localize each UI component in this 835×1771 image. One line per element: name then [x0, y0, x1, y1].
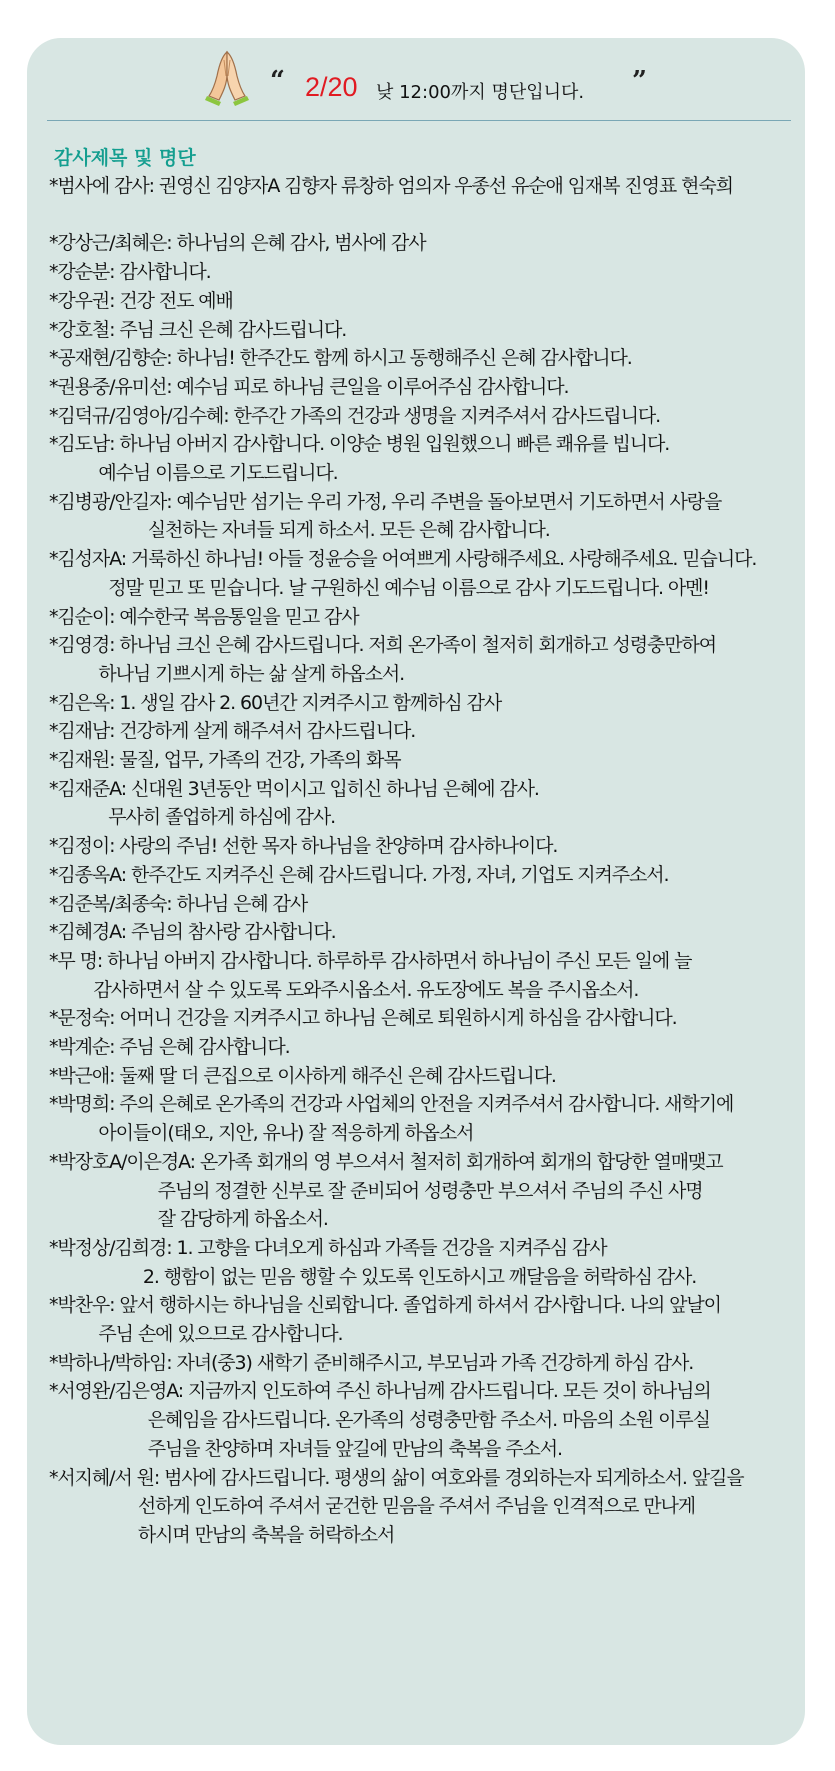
prayer-line: *김도남: 하나님 아버지 감사합니다. 이양순 병원 입원했으니 빠른 쾌유를 빕니다. [49, 433, 670, 456]
prayer-line: 정말 믿고 또 믿습니다. 날 구원하신 예수님 이름으로 감사 기도드립니다. 아멘! [49, 576, 709, 599]
prayer-line: *서지혜/서 원: 범사에 감사드립니다. 평생의 삶이 여호와를 경외하는자 되게하소서. 앞길을 [49, 1466, 744, 1489]
prayer-line: *범사에 감사: 권영신 김양자A 김향자 류창하 엄의자 우종선 유순애 임재복 진영표 현숙희 [49, 175, 733, 197]
prayer-line: *김재원: 물질, 업무, 가족의 건강, 가족의 화목 [49, 749, 401, 771]
prayer-list-card [27, 38, 805, 1745]
prayer-line: *박근애: 둘째 딸 더 큰집으로 이사하게 해주신 은혜 감사드립니다. [49, 1064, 556, 1087]
prayer-line: 하나님 기쁘시게 하는 삶 살게 하옵소서. [49, 662, 405, 685]
prayer-line: 무사히 졸업하게 하심에 감사. [49, 806, 336, 829]
prayer-line: *강호철: 주님 크신 은혜 감사드립니다. [49, 318, 347, 341]
prayer-line: *김병광/안길자: 예수님만 섬기는 우리 가정, 우리 주변을 돌아보면서 기도하면서 사랑을 [49, 490, 722, 513]
prayer-line: 예수님 이름으로 기도드립니다. [49, 462, 338, 484]
prayer-line: 선하게 인도하여 주셔서 굳건한 믿음을 주셔서 주님을 인격적으로 만나게 [49, 1495, 696, 1518]
section-title: 감사제목 및 명단 [54, 147, 196, 169]
prayer-line: *김종옥A: 한주간도 지켜주신 은혜 감사드립니다. 가정, 자녀, 기업도 지켜주소서. [49, 863, 669, 886]
prayer-line: *김덕규/김영아/김수혜: 한주간 가족의 건강과 생명을 지켜주셔서 감사드립니다. [49, 404, 661, 427]
prayer-line: *강상근/최혜은: 하나님의 은혜 감사, 범사에 감사 [49, 232, 426, 255]
prayer-line: *권용중/유미선: 예수님 피로 하나님 큰일을 이루어주심 감사합니다. [49, 375, 569, 398]
deadline-date: 2/20 [305, 72, 358, 102]
prayer-line: *박하나/박하임: 자녀(중3) 새학기 준비해주시고, 부모님과 가족 건강하게 하심 감사. [49, 1351, 694, 1374]
open-quote: “ [270, 66, 285, 96]
header-divider [47, 120, 791, 121]
prayer-line: *무 명: 하나님 아버지 감사합니다. 하루하루 감사하면서 하나님이 주신 모든 일에 늘 [49, 949, 692, 972]
prayer-line: 아이들이(태오, 지안, 유나) 잘 적응하게 하옵소서 [49, 1122, 474, 1145]
prayer-line: 주님을 찬양하며 자녀들 앞길에 만남의 축복을 주소서. [49, 1437, 562, 1460]
prayer-line: 은혜임을 감사드립니다. 온가족의 성령충만함 주소서. 마음의 소원 이루실 [49, 1409, 710, 1432]
prayer-line: *김혜경A: 주님의 참사랑 감사합니다. [49, 921, 336, 944]
prayer-line: *김재남: 건강하게 살게 해주셔서 감사드립니다. [49, 720, 416, 743]
notice-header [27, 38, 805, 118]
prayer-line: *김성자A: 거룩하신 하나님! 아들 정윤승을 어여쁘게 사랑해주세요. 사랑해주세요. 믿습니다. [49, 548, 757, 571]
prayer-line: *박명희: 주의 은혜로 온가족의 건강과 사업체의 안전을 지켜주셔서 감사합니다. 새학기에 [49, 1093, 734, 1116]
prayer-line: *김준복/최종숙: 하나님 은혜 감사 [49, 892, 308, 915]
prayer-line: *박계순: 주님 은혜 감사합니다. [49, 1036, 290, 1058]
prayer-line: *박찬우: 앞서 행하시는 하나님을 신뢰합니다. 졸업하게 하셔서 감사합니다. 나의 앞날이 [49, 1294, 721, 1317]
prayer-line: *김재준A: 신대원 3년동안 먹이시고 입히신 하나님 은혜에 감사. [49, 777, 539, 800]
prayer-line: *김영경: 하나님 크신 은혜 감사드립니다. 저희 온가족이 철저히 회개하고 성령충만하여 [49, 634, 716, 657]
prayer-line: 잘 감당하게 하옵소서. [49, 1208, 328, 1231]
prayer-line: *박장호A/이은경A: 온가족 회개의 영 부으셔서 철저히 회개하여 회개의 합당한 열매맺고 [49, 1150, 723, 1173]
prayer-line: *공재현/김향순: 하나님! 한주간도 함께 하시고 동행해주신 은혜 감사합니다. [49, 347, 632, 370]
prayer-line: 주님의 정결한 신부로 잘 준비되어 성령충만 부으셔서 주님의 주신 사명 [49, 1179, 703, 1202]
prayer-line: *문정숙: 어머니 건강을 지켜주시고 하나님 은혜로 퇴원하시게 하심을 감사합니다. [49, 1007, 677, 1030]
prayer-line: 하시며 만남의 축복을 허락하소서 [49, 1523, 395, 1546]
prayer-line: *박정상/김희경: 1. 고향을 다녀오게 하심과 가족들 건강을 지켜주심 감사 [49, 1236, 607, 1259]
prayer-line: 2. 행함이 없는 믿음 행할 수 있도록 인도하시고 깨달음을 허락하심 감사. [49, 1265, 697, 1288]
prayer-line: *강우권: 건강 전도 예배 [49, 289, 233, 312]
prayer-line: *김순이: 예수한국 복음통일을 믿고 감사 [49, 605, 359, 628]
prayer-line: *김정이: 사랑의 주님! 선한 목자 하나님을 찬양하며 감사하나이다. [49, 835, 558, 858]
prayer-line: 실천하는 자녀들 되게 하소서. 모든 은혜 감사합니다. [49, 519, 550, 542]
prayer-line: *김은옥: 1. 생일 감사 2. 60년간 지켜주시고 함께하심 감사 [49, 691, 502, 714]
deadline-notice: 낮 12:00까지 명단입니다. [376, 82, 585, 103]
praying-hands-icon [197, 46, 257, 106]
close-quote: ” [632, 66, 647, 96]
prayer-line: 주님 손에 있으므로 감사합니다. [49, 1323, 343, 1345]
prayer-line: *강순분: 감사합니다. [49, 261, 211, 284]
prayer-line: 감사하면서 살 수 있도록 도와주시옵소서. 유도장에도 복을 주시옵소서. [49, 978, 639, 1001]
prayer-line: *서영완/김은영A: 지금까지 인도하여 주신 하나님께 감사드립니다. 모든 것이 하나님의 [49, 1380, 711, 1403]
